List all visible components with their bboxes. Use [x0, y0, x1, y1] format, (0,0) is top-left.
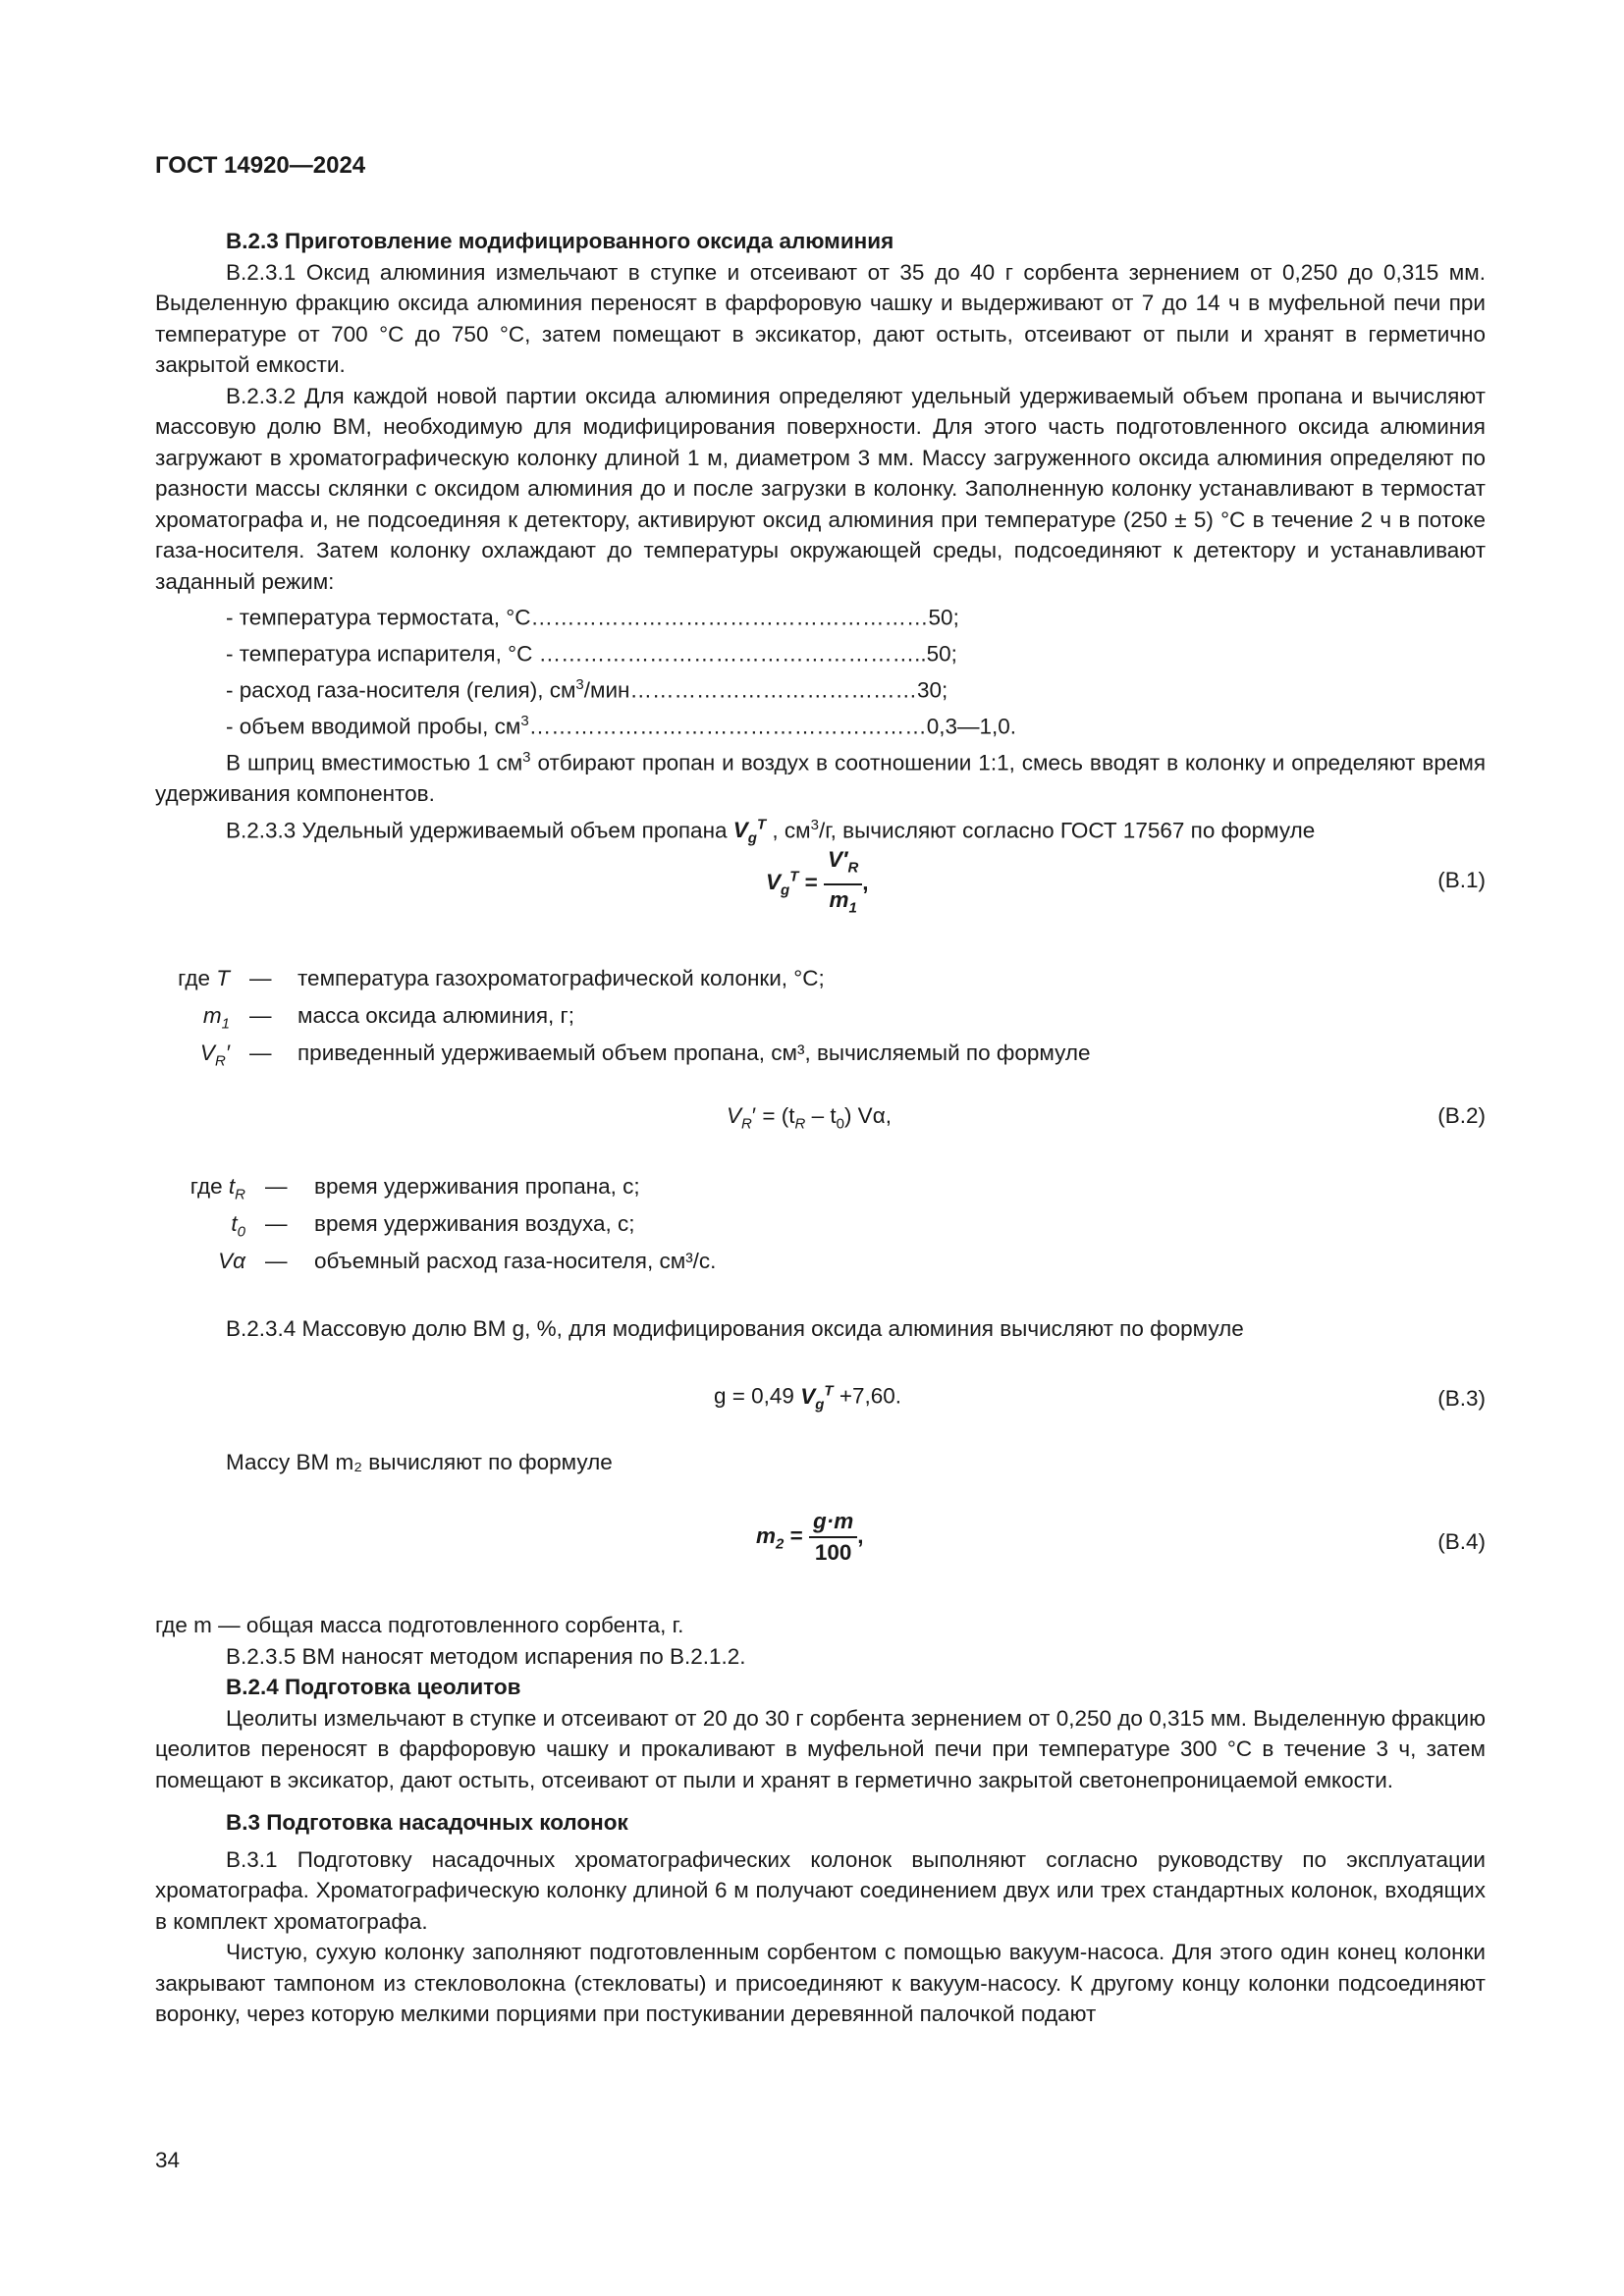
section-title-b23: В.2.3 Приготовление модифицированного оксида алюминия	[226, 229, 894, 253]
section-b234	[155, 1313, 1486, 1345]
formula-b4	[0, 1508, 1624, 1580]
parameter-item: - температура испарителя, °С ……………………………………………..50;	[226, 641, 957, 667]
paragraph-b231: В.2.3.1 Оксид алюминия измельчают в ступке и отсеивают от 35 до 40 г сорбента зернением от 0,250 до 0,315 мм. Выделенную фракцию оксида алюминия переносят в фарфоровую чашку и выдерживают от 7 до 14 ч в муфельной печи при температуре от 700 °С до 750 °С, затем помещают в эксикатор, дают остыть, отсеивают от пыли и хранят в герметично закрытой емкости.	[155, 259, 1486, 377]
paragraph-b235: В.2.3.5 ВМ наносят методом испарения по В.2.1.2.	[226, 1643, 746, 1669]
paragraph-b31: В.3.1 Подготовку насадочных хроматографических колонок выполняют согласно руководству по эксплуатации хроматографа. Хроматографическую колонку длиной 6 м получают соединением двух или трех стандартных колонок, входящих в комплект хроматографа.	[155, 1846, 1486, 1934]
where-list-1: где T — температура газохроматографической колонки, °С; $m_1$ — масса оксида алюминия, г; $V_R'$ — приведенный удерживаемый объем пропана, см³, вычисляемый по формуле	[178, 966, 1091, 1070]
parameter-item: - объем вводимой пробы, $см^3\dots\dots\dots\dots\dots\dots\dots\dots\dots\dots\dots\dots\dots\dots\dots\dots\dots\dots 0,3—1,0$.	[226, 713, 1017, 739]
section-b23	[155, 226, 1486, 854]
paragraph-b3-column: Чистую, сухую колонку заполняют подготовленным сорбентом с помощью вакуум-насоса. Для этого один конец колонки закрывают тампоном из стекловолокна (стекловаты) и присоединяют к вакуум-насосу. К другому концу колонки подсоединяют воронку, через которую мелкими порциями при постукивании деревянной палочкой подают	[155, 1940, 1486, 2026]
formula-b3-number: (В.3)	[1437, 1386, 1486, 1411]
parameter-item: - температура термостата, °С………………………………………………50;	[226, 605, 959, 630]
formula-b4-expression: $m_2$ = $\frac{g\cdot m}{100}$ ,	[756, 1509, 864, 1565]
formula-b2	[0, 1103, 1624, 1143]
section-mass	[155, 1447, 1486, 1478]
section-rest	[155, 1610, 1486, 2030]
formula-b2-expression: $V_R' = (t_R - t_0)$ Vα,	[727, 1103, 892, 1133]
parameter-list	[155, 597, 1486, 742]
symbol-vgt: $V_g^T$	[732, 816, 767, 847]
formula-b3	[0, 1382, 1624, 1427]
formula-b1	[0, 846, 1624, 925]
formula-b1-number: (В.1)	[1437, 868, 1486, 892]
paragraph-b24: Цеолиты измельчают в ступке и отсеивают от 20 до 30 г сорбента зернением от 0,250 до 0,315 мм. Выделенную фракцию цеолитов переносят в фарфоровую чашку и прокаливают в муфельной печи при температуре 300 °С в течение 3 ч, затем помещают в эксикатор, дают остыть, отсеивают от пыли и хранят в герметично закрытой светонепроницаемой емкости.	[155, 1705, 1486, 1792]
formula-b4-number: (В.4)	[1437, 1529, 1486, 1554]
formula-b2-number: (В.2)	[1437, 1103, 1486, 1128]
parameter-item: - расход газа-носителя (гелия), $см^3/мин\dots\dots\dots\dots\dots\dots\dots\dots\dots\dots\dots\dots\dots 30$;	[226, 676, 948, 703]
page-number: 34	[155, 2148, 181, 2172]
where-list-3: где m — общая масса подготовленного сорбента, г.	[155, 1613, 684, 1637]
formula-b1-expression: $V_g^T$ = $\frac{V'_R}{m_1}$ ,	[766, 847, 869, 916]
section-title-b24: В.2.4 Подготовка цеолитов	[226, 1675, 521, 1699]
formula-b3-expression: g = 0,49 $V_g^T +7,60$.	[714, 1382, 901, 1413]
where-list-2: где $t_R$ — время удерживания пропана, с; $t_0$ — время удерживания воздуха, с; Vα — объемный расход газа-носителя, см³/с.	[189, 1174, 717, 1273]
paragraph-syringe: В шприц вместимостью 1 $см^3$ отбирают пропан и воздух в соотношении 1:1, смесь вводят в колонку и определяют время удерживания компонентов.	[155, 749, 1487, 806]
paragraph-b233: В.2.3.3 Удельный удерживаемый объем пропана $V_g^T$ , $см^3/г$, вычисляют согласно ГОСТ 17567 по формуле	[226, 816, 1316, 847]
paragraph-b234: В.2.3.4 Массовую долю ВМ g, %, для модифицирования оксида алюминия вычисляют по формуле	[226, 1316, 1244, 1341]
paragraph-mass: Массу ВМ m₂ вычисляют по формуле	[226, 1450, 613, 1474]
document-id: ГОСТ 14920—2024	[155, 152, 366, 179]
section-title-b3: В.3 Подготовка насадочных колонок	[226, 1810, 628, 1835]
paragraph-b232: В.2.3.2 Для каждой новой партии оксида алюминия определяют удельный удерживаемый объем пропана и вычисляют массовую долю ВМ, необходимую для модифицирования поверхности. Для этого часть подготовленного оксида алюминия загружают в хроматографическую колонку длиной 1 м, диаметром 3 мм. Массу загруженного оксида алюминия определяют по разности массы склянки с оксидом алюминия до и после загрузки в колонку. Заполненную колонку устанавливают в термостат хроматографа и, не подсоединяя к детектору, активируют оксид алюминия при температуре (250 ± 5) °С в течение 2 ч в потоке газа-носителя. Затем колонку охлаждают до температуры окружающей среды, подсоединяют к детектору и устанавливают заданный режим:	[155, 383, 1486, 594]
